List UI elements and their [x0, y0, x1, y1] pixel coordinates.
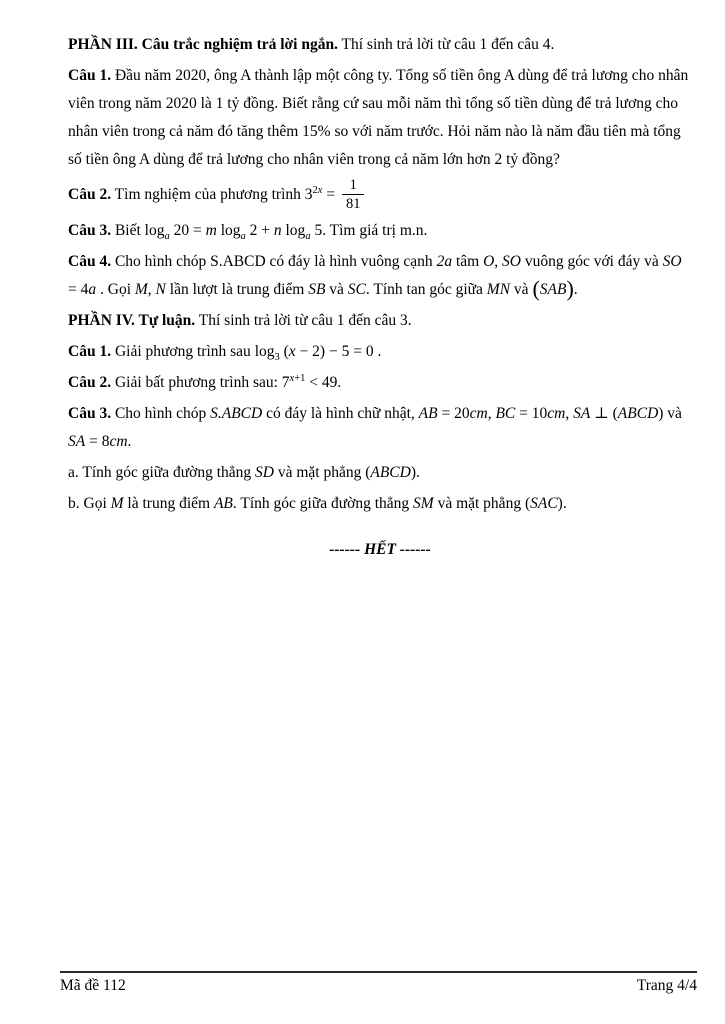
text-run: Câu 2. [68, 374, 112, 391]
text-run: log [254, 343, 275, 360]
text-run: SA [573, 405, 591, 422]
text-run: BC [495, 405, 516, 422]
text-run: cm [547, 405, 566, 422]
text-run: SC [347, 281, 366, 298]
text-run: MN [486, 281, 511, 298]
text-run: log [144, 222, 165, 239]
text-run: Câu 4. [68, 253, 112, 270]
text-run: SB [308, 281, 326, 298]
part3-question-1 [68, 62, 692, 174]
text-run: SO [662, 253, 682, 270]
text-run: 2a [436, 253, 453, 270]
part4-question-2 [68, 369, 692, 397]
text-run: − 2) − 5 = 0 . [295, 343, 382, 360]
fraction-denominator: 81 [345, 196, 361, 212]
text-run: 2 [312, 184, 318, 196]
text-run: Câu 2. [68, 186, 112, 204]
part3-heading [68, 31, 692, 59]
text-run: Giải phương trình sau [111, 343, 255, 360]
text-run: 7 [281, 374, 290, 391]
text-run: M [134, 281, 148, 298]
text-run: a [240, 231, 246, 243]
text-run: ( [279, 343, 289, 360]
text-run: Câu 1. [68, 67, 112, 84]
text-run: SAB [539, 281, 567, 298]
text-run: và [510, 281, 533, 298]
text-run: PHẦN IV. Tự luận. [68, 312, 196, 329]
text-run: và mặt phẳng ( [273, 464, 371, 481]
text-run: = 8 [85, 433, 110, 450]
text-run: Thí sinh trả lời từ câu 1 đến câu 4. [337, 36, 555, 53]
part4-question-1 [68, 338, 692, 366]
text-run: và [325, 281, 348, 298]
text-run: Tìm giá trị m.n. [326, 222, 428, 239]
text-run: . [573, 281, 578, 298]
text-run: Biết [111, 222, 145, 239]
text-run: ) [566, 276, 574, 301]
text-run: có đáy là hình chữ nhật, [262, 405, 419, 422]
text-run: , [487, 405, 496, 422]
text-run: , [565, 405, 574, 422]
text-run: ). [557, 495, 567, 512]
part4-question-3 [68, 400, 692, 456]
text-run: S.ABCD [210, 405, 263, 422]
text-run: SO [502, 253, 521, 270]
text-run: M [110, 495, 124, 512]
text-run: < 49. [305, 374, 342, 391]
part4-question-3-item-a [68, 459, 692, 487]
text-run: Câu 3. [68, 222, 112, 239]
text-run: . Tính góc giữa đường thẳng [232, 495, 414, 512]
text-run: SA [68, 433, 86, 450]
text-run: 2 + [245, 222, 274, 239]
text-run: Thí sinh trả lời từ câu 1 đến câu 3. [195, 312, 412, 329]
text-run: tâm [452, 253, 484, 270]
text-run: PHẦN III. Câu trắc nghiệm trả lời ngắn. [68, 36, 338, 53]
text-run: là trung điểm [123, 495, 214, 512]
part4-question-3-item-b [68, 490, 692, 518]
page-content [68, 28, 692, 580]
text-run: +1 [294, 372, 306, 384]
text-run: a. Tính góc giữa đường thẳng [68, 464, 255, 481]
text-run: vuông góc với đáy và [520, 253, 663, 270]
text-run: = [322, 186, 339, 204]
text-run: . Tính tan góc giữa [365, 281, 487, 298]
page-footer [60, 971, 697, 996]
text-run: cm [469, 405, 488, 422]
text-run: Câu 3. [68, 405, 112, 422]
text-run: x [317, 184, 323, 196]
text-run: x [288, 343, 296, 360]
text-run: m [205, 222, 217, 239]
text-run: = 10 [515, 405, 548, 422]
text-run: N [155, 281, 166, 298]
text-run: Tìm nghiệm của phương trình [111, 186, 305, 204]
text-run: O [483, 253, 495, 270]
text-run: b. Gọi [68, 495, 111, 512]
text-run: SM [413, 495, 434, 512]
part3-question-2 [68, 177, 692, 214]
part4-heading [68, 307, 692, 335]
text-run: 20 = [169, 222, 206, 239]
text-run: 3 [274, 352, 280, 364]
text-run: 5. [310, 222, 327, 239]
text-run: a [305, 231, 311, 243]
text-run: và mặt phẳng ( [433, 495, 531, 512]
text-run: Cho hình chóp S.ABCD có đáy là hình vuông cạnh [111, 253, 437, 270]
text-run: ABCD [617, 405, 659, 422]
text-run: lần lượt là trung điểm [165, 281, 309, 298]
text-run: . Gọi [96, 281, 135, 298]
text-run: Cho hình chóp [111, 405, 211, 422]
end-of-exam-marker: ------ HẾT ------ [329, 541, 431, 558]
text-run: SAC [530, 495, 558, 512]
text-run: SD [255, 464, 274, 481]
fraction-numerator: 1 [342, 177, 365, 195]
text-run: a [88, 281, 97, 298]
text-run: a [164, 231, 170, 243]
text-run: n [273, 222, 282, 239]
text-run: = 4 [68, 281, 89, 298]
text-run: cm [109, 433, 128, 450]
page-number-label: Trang 4/4 [636, 977, 697, 994]
text-run: x [289, 372, 295, 384]
part3-question-4 [68, 248, 692, 304]
text-run: AB [213, 495, 233, 512]
text-run: ⊥ ( [590, 405, 618, 422]
text-run: log [216, 222, 241, 239]
text-run: = 20 [437, 405, 470, 422]
text-run: log [281, 222, 306, 239]
text-run: ( [532, 276, 540, 301]
text-run: Câu 1. [68, 343, 112, 360]
text-run: ) và [658, 405, 682, 422]
text-run: AB [418, 405, 438, 422]
text-run: , [147, 281, 156, 298]
exam-code-label: Mã đề 112 [60, 977, 126, 994]
text-run: 3 [304, 186, 313, 204]
text-run: Đầu năm 2020, ông A thành lập một công ty. Tổng số tiền ông A dùng để trả lương cho nhân viên trong năm 2020 là 1 tỷ đồng. Biết rằng cứ sau mỗi năm thì tổng số tiền dùng để trả lương cho nhân viên trong cả năm đó tăng thêm 15% so với năm trước. Hỏi năm nào là năm đầu tiên mà tổng số tiền ông A dùng để trả lương cho nhân viên trong cả năm lớn hơn 2 tỷ đồng? [68, 67, 689, 168]
text-run: . [127, 433, 132, 450]
fraction [342, 177, 365, 212]
text-run: ). [410, 464, 420, 481]
text-run: ABCD [370, 464, 411, 481]
text-run: Giải bất phương trình sau: [111, 374, 282, 391]
text-run: , [494, 253, 503, 270]
part3-question-3 [68, 217, 692, 245]
